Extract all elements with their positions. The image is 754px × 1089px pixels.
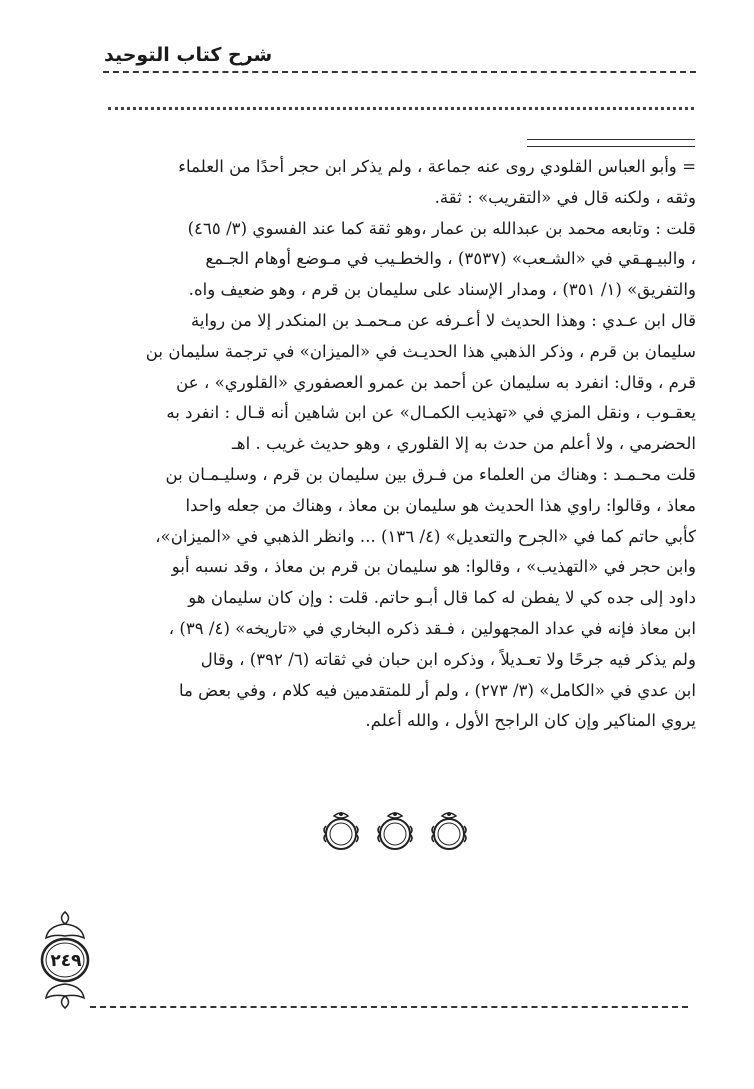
text-line: ، والبيـهـقي في «الشـعب» (٣٥٣٧) ، والخطـيب في مـوضع أوهام الجـمع	[205, 249, 696, 269]
text-line: وثقه ، ولكنه قال في «التقريب» : ثقة.	[434, 187, 696, 207]
text-line: سليمان بن قرم ، وذكر الذهبي هذا الحديـث في «الميزان» في ترجمة سليمان بن	[145, 341, 696, 361]
floral-ornament-icon	[426, 808, 472, 854]
footnote-separator	[527, 139, 695, 147]
text-line: قال ابن عـدي : وهذا الحديث لا أعـرفه عن مـحمـد بن المنكدر إلا من رواية	[190, 310, 696, 330]
text-line: قلت محـمـد : وهناك من العلماء من فـرق بين سليمان بن قرم ، وسليـمـان بن	[165, 464, 696, 484]
text-line: ابن معاذ فإنه في عداد المجهولين ، فـقد ذكره البخاري في «تاريخه» (٤/ ٣٩) ،	[168, 618, 696, 638]
text-line: والتفريق» (١/ ٣٥١) ، ومدار الإسناد على سليمان بن قرم ، وهو ضعيف واه.	[188, 280, 696, 300]
text-line: يعقـوب ، ونقل المزي في «تهذيب الكمـال» عن ابن شاهين أنه قـال : انفرد به	[166, 403, 696, 423]
dotted-separator	[108, 95, 694, 110]
section-end-ornaments	[318, 808, 472, 854]
text-line: داود إلى جده كي لا يفطن له كما قال أبـو حاتم. قلت : وإن كان سليمان هو	[188, 588, 696, 608]
footnote-body	[106, 152, 696, 737]
text-line: وابن حجر في «التهذيب» ، وقالوا: هو سليمان بن قرم بن معاذ ، وقد نسبه أبو	[171, 557, 696, 577]
text-line: الحضرمي ، ولا أعلم من حدث به إلا القلوري ، وهو حديث غريب . اهـ	[231, 434, 696, 454]
header-divider	[103, 71, 696, 73]
text-line: ولم يذكر فيه جرحًا ولا تعـديلاً ، وذكره ابن حبان في ثقاته (٦/ ٣٩٢) ، وقال	[200, 649, 696, 669]
page-header-title: شرح كتاب التوحيد	[104, 44, 273, 66]
floral-ornament-icon	[372, 808, 418, 854]
text-line: ابن عدي في «الكامل» (٣/ ٢٧٣) ، ولم أر للمتقدمين فيه كلام ، وفي بعض ما	[178, 680, 696, 700]
page-number: ٢٤٩	[50, 951, 82, 971]
text-line: معاذ ، وقالوا: راوي هذا الحديث هو سليمان بن معاذ ، وهناك من جعله واحدا	[185, 495, 696, 515]
text-line: = وأبو العباس القلودي روى عنه جماعة ، ولم يذكر ابن حجر أحدًا من العلماء	[178, 157, 696, 176]
footer-divider	[90, 1006, 688, 1008]
text-line: قرم ، وقال: انفرد به سليمان عن أحمد بن عمرو العصفوري «القلوري» ، عن	[176, 372, 696, 392]
text-line: كأبي حاتم كما في «الجرح والتعديل» (٤/ ١٣٦) ... وانظر الذهبي في «الميزان»،	[155, 526, 696, 546]
text-line: يروي المناكير وإن كان الراجح الأول ، والله أعلم.	[365, 711, 696, 731]
floral-ornament-icon	[318, 808, 364, 854]
text-line: قلت : وتابعه محمد بن عبدالله بن عمار ،وهو ثقة كما عند الفسوي (٣/ ٤٦٥)	[187, 218, 696, 238]
